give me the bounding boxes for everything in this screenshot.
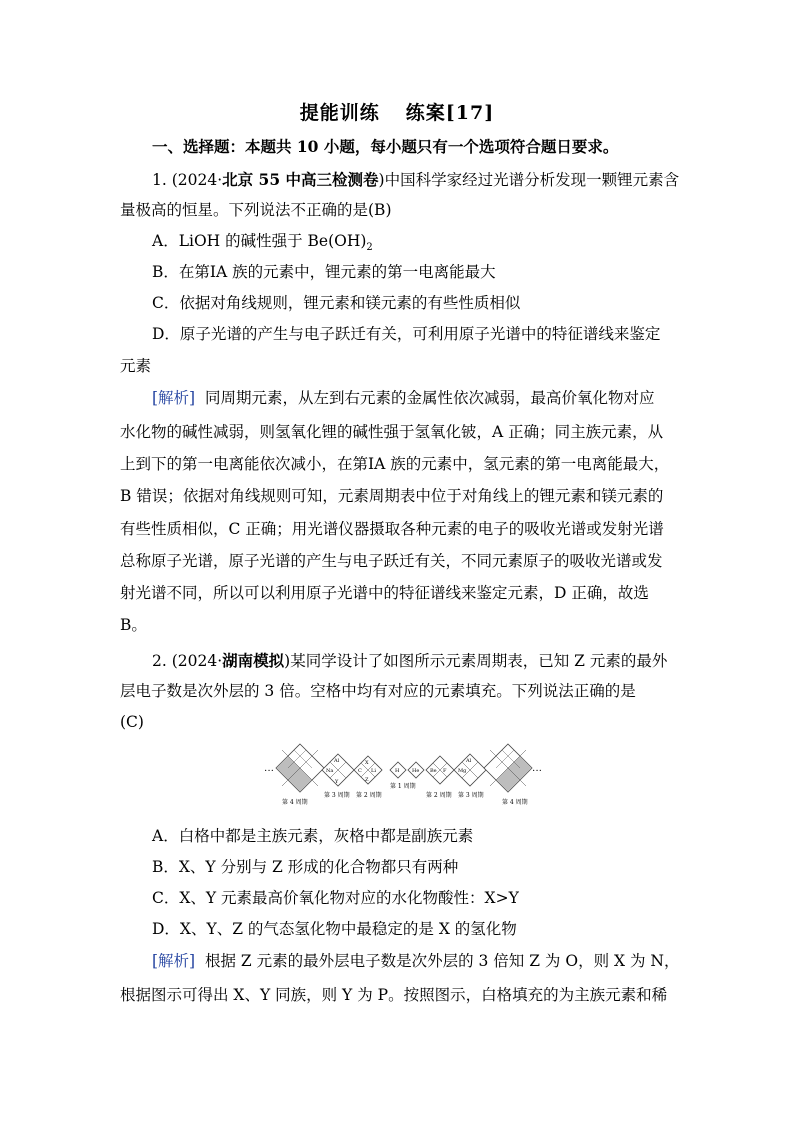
cell-c: C (358, 768, 362, 774)
cell-x: X (365, 760, 369, 766)
cell-f: F (443, 768, 447, 774)
q1-analysis-tag: [解析] (152, 389, 196, 407)
period3-right-diamond (454, 754, 486, 786)
q1-analysis-line8: B。 (120, 616, 147, 634)
q1-stem-line1: 1. (2024·北京 55 中高三检测卷)中国科学家经过光谱分析发现一颗锂元素含 (152, 170, 680, 189)
figure-dots-left: ··· (264, 766, 274, 777)
cell-li: Li (371, 768, 376, 774)
q1-option-d: D．原子光谱的产生与电子跃迁有关，可利用原子光谱中的特征谱线来鉴定 (152, 325, 661, 343)
period4-left-diamond (276, 744, 324, 792)
q2-source: 湖南模拟 (222, 651, 285, 670)
q2-analysis-line2: 根据图示可得出 X、Y 同族，则 Y 为 P。按照图示，白格填充的为主族元素和稀 (120, 986, 668, 1004)
label-period3-right: 第 3 周期 (458, 792, 484, 799)
period1-diamonds (390, 762, 424, 778)
q1-option-b: B．在第ⅠA 族的元素中，锂元素的第一电离能最大 (152, 263, 496, 281)
label-period3-left: 第 3 周期 (324, 792, 350, 799)
q1-source: 北京 55 中高三检测卷 (222, 170, 379, 189)
q2-analysis-line1: [解析] 根据 Z 元素的最外层电子数是次外层的 3 倍知 Z 为 O，则 X 为 N， (152, 952, 680, 970)
period2-left-diamond (354, 756, 382, 784)
period4-right-diamond (484, 744, 532, 792)
title-left: 提能训练 (299, 102, 380, 124)
period2-right-diamond (426, 756, 454, 784)
q1-analysis-line2: 水化物的碱性减弱，则氢氧化锂的碱性强于氢氧化铍，A 正确；同主族元素，从 (120, 423, 664, 441)
q2-stem-line2: 层电子数是次外层的 3 倍。空格中均有对应的元素填充。下列说法正确的是 (120, 682, 636, 700)
cell-he: He (412, 768, 420, 774)
q1-analysis-line1: [解析] 同周期元素，从左到右元素的金属性依次减弱，最高价氧化物对应 (152, 389, 655, 407)
periodic-table-figure (262, 742, 546, 810)
cell-h: H (395, 768, 400, 774)
cell-al-left: Al (334, 758, 340, 764)
q1-option-d-cont: 元素 (120, 357, 152, 375)
label-period4-left: 第 4 周期 (282, 799, 308, 806)
label-period1: 第 1 周期 (390, 783, 416, 790)
q2-stem-line1: 2. (2024·湖南模拟)某同学设计了如图所示元素周期表，已知 Z 元素的最外 (152, 651, 668, 670)
period3-left-diamond (322, 754, 354, 786)
q1-analysis-line4: B 错误；依据对角线规则可知，元素周期表中位于对角线上的锂元素和镁元素的 (120, 487, 664, 505)
q2-option-b: B．X、Y 分别与 Z 形成的化合物都只有两种 (152, 858, 459, 876)
label-period4-right: 第 4 周期 (502, 799, 528, 806)
q1-analysis-line6: 总称原子光谱，原子光谱的产生与电子跃迁有关，不同元素原子的吸收光谱或发 (120, 552, 663, 570)
q1-stem-line2: 量极高的恒星。下列说法不正确的是(B) (120, 201, 392, 219)
cell-al-right: Al (466, 758, 472, 764)
cell-na: Na (326, 768, 334, 774)
cell-y: Y (335, 779, 339, 785)
q1-analysis-line7: 射光谱不同，所以可以利用原子光谱中的特征谱线来鉴定元素，D 正确，故选 (120, 584, 649, 602)
title-right: 练案[17] (405, 102, 495, 124)
q2-option-d: D．X、Y、Z 的气态氢化物中最稳定的是 X 的氢化物 (152, 920, 517, 938)
q2-analysis-tag: [解析] (152, 952, 196, 970)
label-period2-right: 第 2 周期 (426, 792, 452, 799)
section-heading: 一、选择题：本题共 10 小题，每小题只有一个选项符合题日要求。 (152, 137, 619, 156)
q2-option-c: C．X、Y 元素最高价氧化物对应的水化物酸性：X>Y (152, 889, 519, 907)
q2-option-a: A．白格中都是主族元素，灰格中都是副族元素 (152, 827, 474, 845)
cell-be: Be (430, 768, 437, 774)
cell-z: Z (365, 777, 369, 783)
q1-analysis-line3: 上到下的第一电离能依次减小，在第ⅠA 族的元素中，氢元素的第一电离能最大， (120, 455, 670, 473)
q1-option-a: A．LiOH 的碱性强于 $Be(OH)_2$ (152, 232, 373, 254)
figure-dots-right: ··· (532, 766, 542, 777)
q1-analysis-line5: 有些性质相似，C 正确；用光谱仪器摄取各种元素的电子的吸收光谱或发射光谱 (120, 520, 664, 538)
q2-stem-line3: (C) (120, 713, 144, 731)
q1-option-c: C．依据对角线规则，锂元素和镁元素的有些性质相似 (152, 294, 521, 312)
page-title (0, 98, 794, 125)
cell-mg: Mg (458, 768, 467, 774)
label-period2-left: 第 2 周期 (356, 792, 382, 799)
